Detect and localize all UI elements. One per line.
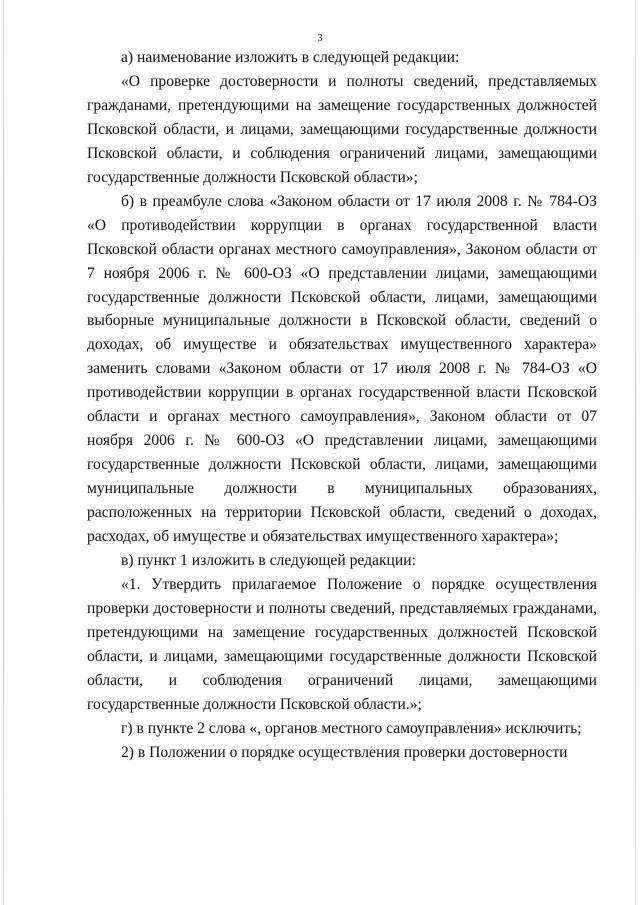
- paragraph-v-item-1-text: «1. Утвердить прилагаемое Положение о порядке осуществления проверки достоверности и полноты сведений, представляемых гражданами, претендующими на замещение государственных должностей Псковской области, и лицами, замещающими государственные должности Псковской области, и соблюдения ограничений лицами, замещающими государственные должности Псковской области.»;: [87, 575, 597, 713]
- paragraph-a-intro: а) наименование изложить в следующей редакции:: [121, 49, 460, 66]
- paragraph-b-preamble: б) в преамбуле слова «Законом области от 17 июля 2008 г. № 784-ОЗ «О противодействии коррупции в органах государственной власти Псковской области органах местного самоуправления», Законом области от 7 ноября 2006 г. № 600-ОЗ «О представлении лицами, замещающими государственные должности Псковской области, лицами, замещающими выборные муниципальные должности в Псковской области, сведений о доходах, об имуществе и обязательствах имущественного характера» заменить словами «Законом области от 17 июля 2008 г. № 784-ОЗ «О противодействии коррупции в органах государственной власти Псковской области и органах местного самоуправления», Законом области от 07 ноября 2006 г. № 600-ОЗ «О представлении лицами, замещающими государственные должности Псковской области, лицами, замещающими муниципальные должности в муниципальных образованиях, расположенных на территории Псковской области, сведений о доходах, расходах, об имуществе и обязательствах имущественного характера»;: [87, 192, 597, 546]
- paragraph-v-intro: в) пункт 1 изложить в следующей редакции:: [121, 552, 416, 570]
- scan-edge-left: [3, 0, 4, 905]
- page-number: 3: [317, 33, 323, 44]
- scan-edge-right: [635, 0, 636, 905]
- paragraph-g-item-2: г) в пункте 2 слова «, органов местного самоуправления» исключить;: [121, 719, 582, 737]
- document-body: [87, 46, 597, 765]
- paragraph-a-title-text: «О проверке достоверности и полноты сведений, представляемых гражданами, претендующими на замещение государственных должностей Псковской области, и лицами, замещающими государственные должности Псковской области, и соблюдения ограничений лицами, замещающими государственные должности Псковской области»;: [87, 72, 597, 186]
- paragraph-2-regulation: 2) в Положении о порядке осуществления проверки достоверности: [121, 743, 568, 761]
